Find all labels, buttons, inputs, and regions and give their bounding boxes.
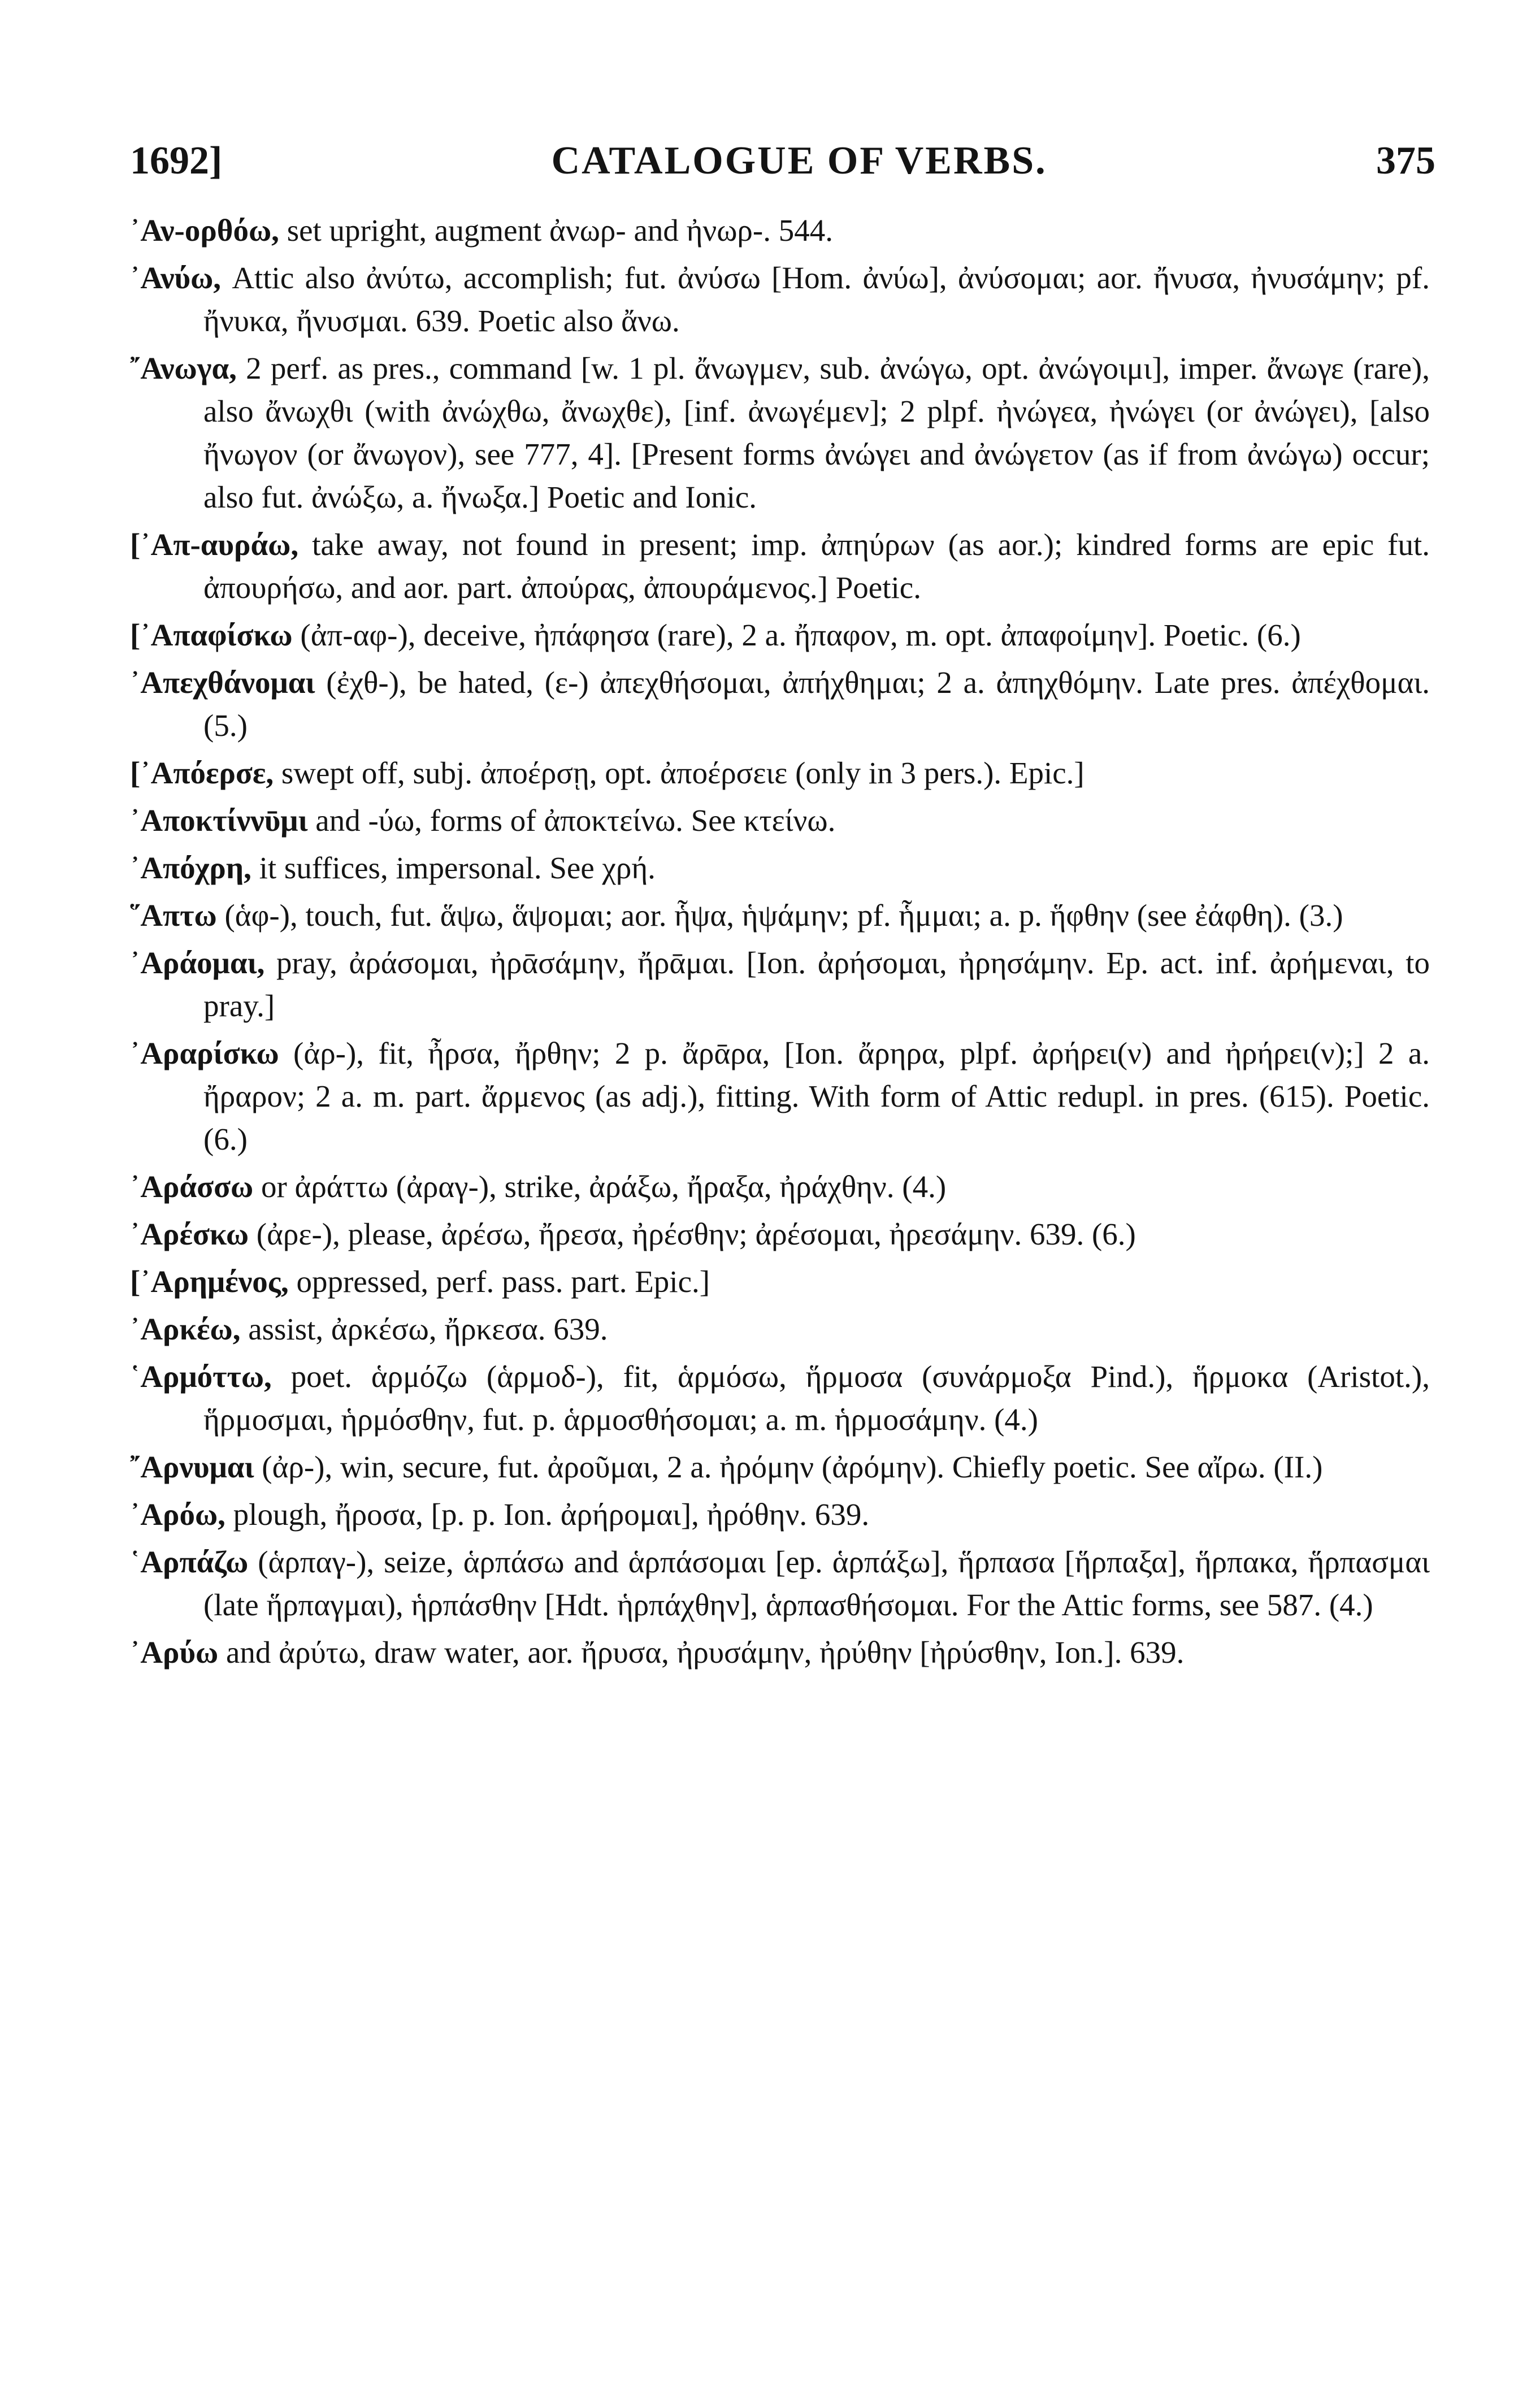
verb-lemma: ῞Απτω <box>130 898 217 933</box>
verb-entry <box>130 799 1430 842</box>
verb-lemma: ᾽Αν-ορθόω, <box>130 213 279 248</box>
verb-entry <box>130 1355 1430 1441</box>
verb-lemma: ᾽Απόχρη, <box>130 851 251 885</box>
verb-entry <box>130 1493 1430 1536</box>
verb-lemma: ῎Αρνυμαι <box>130 1450 254 1484</box>
verb-definition: pray, ἀράσομαι, ἠρᾱσάμην, ἤρᾱμαι. [Ion. ἀρήσομαι, ἠρησάμην. Ep. act. inf. ἀρήμεναι, to pray.] <box>203 946 1430 1023</box>
verb-entry <box>130 209 1430 252</box>
verb-definition: it suffices, impersonal. See χρή. <box>251 851 656 885</box>
verb-lemma: ᾽Αράομαι, <box>130 946 265 980</box>
verb-definition: (ἀπ-αφ-), deceive, ἠπάφησα (rare), 2 a. ἤπαφον, m. opt. ἀπαφοίμην]. Poetic. (6.) <box>292 618 1301 652</box>
verb-definition: (ἁρπαγ-), seize, ἁρπάσω and ἁρπάσομαι [ep. ἁρπάξω], ἥρπασα [ἥρπαξα], ἥρπακα, ἥρπασμαι (late ἥρπαγμαι), ἡρπάσθην [Hdt. ἡρπάχθην], ἁρπασθήσομαι. For the Attic forms, see 587. (4.) <box>203 1545 1430 1622</box>
section-number: 1692] <box>130 139 223 183</box>
verb-entry <box>130 1308 1430 1351</box>
verb-definition: take away, not found in present; imp. ἀπηύρων (as aor.); kindred forms are epic fut. ἀπουρήσω, and aor. part. ἀπούρας, ἀπουράμενος.] Poetic. <box>203 527 1430 605</box>
verb-definition: (ἐχθ-), be hated, (ε-) ἀπεχθήσομαι, ἀπήχθημαι; 2 a. ἀπηχθόμην. Late pres. ἀπέχθομαι. (5.) <box>203 665 1430 743</box>
verb-lemma: ᾽Αρκέω, <box>130 1312 241 1346</box>
verb-entry <box>130 847 1430 890</box>
verb-definition: poet. ἁρμόζω (ἁρμοδ-), fit, ἁρμόσω, ἥρμοσα (συνάρμοξα Pind.), ἥρμοκα (Aristot.), ἥρμοσμαι, ἡρμόσθην, fut. p. ἁρμοσθήσομαι; a. m. ἡρμοσάμην. (4.) <box>203 1359 1430 1437</box>
verb-lemma: ᾽Αρύω <box>130 1635 219 1670</box>
verb-entry <box>130 1260 1430 1303</box>
verb-definition: set upright, augment ἀνωρ- and ἠνωρ-. 544. <box>279 213 833 248</box>
verb-lemma: ῾Αρμόττω, <box>130 1359 272 1394</box>
verb-lemma: ᾽Αποκτίννῡμι <box>130 803 308 838</box>
verb-entry <box>130 1213 1430 1256</box>
verb-definition: Attic also ἀνύτω, accomplish; fut. ἀνύσω [Hom. ἀνύω], ἀνύσομαι; aor. ἤνυσα, ἠνυσάμην; pf. ἤνυκα, ἤνυσμαι. 639. Poetic also ἄνω. <box>203 261 1430 338</box>
verb-lemma: ᾽Αράσσω <box>130 1169 254 1204</box>
verb-entry <box>130 894 1430 937</box>
page-title: CATALOGUE OF VERBS. <box>551 139 1047 183</box>
verb-lemma: [᾽Απόερσε, <box>130 756 274 790</box>
verb-lemma: ῎Ανωγα, <box>130 351 237 385</box>
verb-lemma: ᾽Αρέσκω <box>130 1217 249 1251</box>
verb-definition: assist, ἀρκέσω, ἤρκεσα. 639. <box>240 1312 608 1346</box>
verb-entry <box>130 942 1430 1027</box>
verb-entry <box>130 752 1430 795</box>
verb-entry <box>130 257 1430 342</box>
verb-definition: plough, ἤροσα, [p. p. Ion. ἀρήρομαι], ἠρόθην. 639. <box>225 1497 870 1532</box>
verb-entry <box>130 347 1430 519</box>
verb-catalogue <box>130 209 1430 1679</box>
page-number: 375 <box>1376 139 1435 183</box>
verb-definition: swept off, subj. ἀποέρσῃ, opt. ἀποέρσειε (only in 3 pers.). Epic.] <box>274 756 1084 790</box>
verb-lemma: ᾽Αρόω, <box>130 1497 225 1532</box>
verb-definition: (ἀρε-), please, ἀρέσω, ἤρεσα, ἠρέσθην; ἀρέσομαι, ἠρεσάμην. 639. (6.) <box>249 1217 1136 1251</box>
running-header <box>130 130 1435 192</box>
verb-entry <box>130 1446 1430 1489</box>
verb-definition: 2 perf. as pres., command [w. 1 pl. ἄνωγμεν, sub. ἀνώγω, opt. ἀνώγοιμι], imper. ἄνωγε (rare), also ἄνωχθι (with ἀνώχθω, ἄνωχθε), [inf. ἀνωγέμεν]; 2 plpf. ἠνώγεα, ἠνώγει (or ἀνώγει), [also ἤνωγον (or ἄνωγον), see 777, 4]. [Present forms ἀνώγει and ἀνώγετον (as if from ἀνώγω) occur; also fut. ἀνώξω, a. ἤνωξα.] Poetic and Ionic. <box>203 351 1430 514</box>
verb-entry <box>130 1541 1430 1627</box>
verb-definition: oppressed, perf. pass. part. Epic.] <box>288 1264 710 1299</box>
verb-entry <box>130 1165 1430 1208</box>
verb-definition: or ἀράττω (ἀραγ-), strike, ἀράξω, ἤραξα, ἠράχθην. (4.) <box>253 1169 947 1204</box>
verb-lemma: [᾽Απ-αυράω, <box>130 527 299 562</box>
verb-entry <box>130 661 1430 747</box>
verb-entry <box>130 523 1430 609</box>
verb-definition: (ἀρ-), win, secure, fut. ἀροῦμαι, 2 a. ἠρόμην (ἀρόμην). Chiefly poetic. See αἴρω. (II.) <box>254 1450 1323 1484</box>
verb-lemma: [᾽Αρημένος, <box>130 1264 289 1299</box>
verb-entry <box>130 1032 1430 1161</box>
verb-entry <box>130 1631 1430 1674</box>
verb-definition: and -ύω, forms of ἀποκτείνω. See κτείνω. <box>307 803 836 838</box>
verb-lemma: ῾Αρπάζω <box>130 1545 249 1579</box>
verb-definition: (ἀρ-), fit, ἦρσα, ἤρθην; 2 p. ἄρᾱρα, [Ion. ἄρηρα, plpf. ἀρήρει(ν) and ἠρήρει(ν);] 2 a. ἤραρον; 2 a. m. part. ἄρμενος (as adj.), fitting. With form of Attic redupl. in pres. (615). Poetic. (6.) <box>203 1036 1430 1156</box>
verb-definition: (ἁφ-), touch, fut. ἅψω, ἅψομαι; aor. ἧψα, ἡψάμην; pf. ἧμμαι; a. p. ἥφθην (see ἐάφθη). (3.) <box>216 898 1343 933</box>
verb-definition: and ἀρύτω, draw water, aor. ἤρυσα, ἠρυσάμην, ἠρύθην [ἠρύσθην, Ion.]. 639. <box>218 1635 1185 1670</box>
verb-entry <box>130 614 1430 657</box>
verb-lemma: ᾽Απεχθάνομαι <box>130 665 315 700</box>
verb-lemma: [᾽Απαφίσκω <box>130 618 293 652</box>
verb-lemma: ᾽Αραρίσκω <box>130 1036 279 1070</box>
verb-lemma: ᾽Ανύω, <box>130 261 222 295</box>
